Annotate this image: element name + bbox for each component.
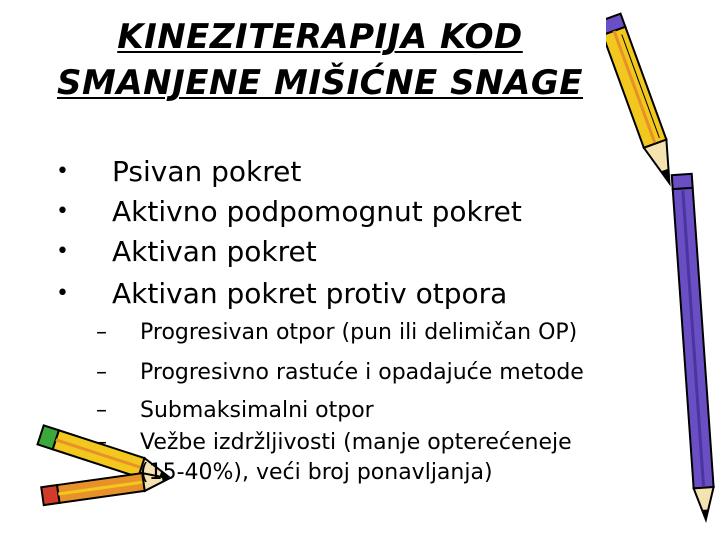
sub-bullet-text: Progresivan otpor (pun ili delimičan OP) bbox=[140, 320, 578, 345]
dash-marker: – bbox=[96, 430, 107, 455]
dash-marker: – bbox=[96, 360, 107, 385]
dash-marker: – bbox=[96, 320, 107, 345]
bullet-text: Psivan pokret bbox=[112, 155, 302, 188]
bullet-marker: • bbox=[56, 239, 69, 264]
sub-bullet-text: Progresivno rastuće i opadajuće metode bbox=[140, 360, 584, 385]
sub-bullet-text: (15-40%), veći broj ponavljanja) bbox=[140, 460, 493, 485]
sub-bullet-text: Submaksimalni otpor bbox=[140, 398, 374, 423]
pencil-icon bbox=[670, 170, 720, 530]
pencil-icon bbox=[606, 2, 676, 202]
sub-bullet-text: Vežbe izdržljivosti (manje opterećeneje bbox=[140, 430, 572, 455]
title-line-2: SMANJENE MIŠIĆNE SNAGE bbox=[57, 63, 583, 103]
bullet-text: Aktivan pokret bbox=[112, 235, 317, 268]
bullet-text: Aktivan pokret protiv otpora bbox=[112, 277, 508, 310]
title-line-1: KINEZITERAPIJA KOD bbox=[117, 17, 523, 57]
slide-title bbox=[0, 14, 640, 106]
bullet-text: Aktivno podpomognut pokret bbox=[112, 195, 522, 228]
bullet-marker: • bbox=[56, 281, 69, 306]
bullet-marker: • bbox=[56, 159, 69, 184]
dash-marker: – bbox=[96, 398, 107, 423]
bullet-marker: • bbox=[56, 199, 69, 224]
